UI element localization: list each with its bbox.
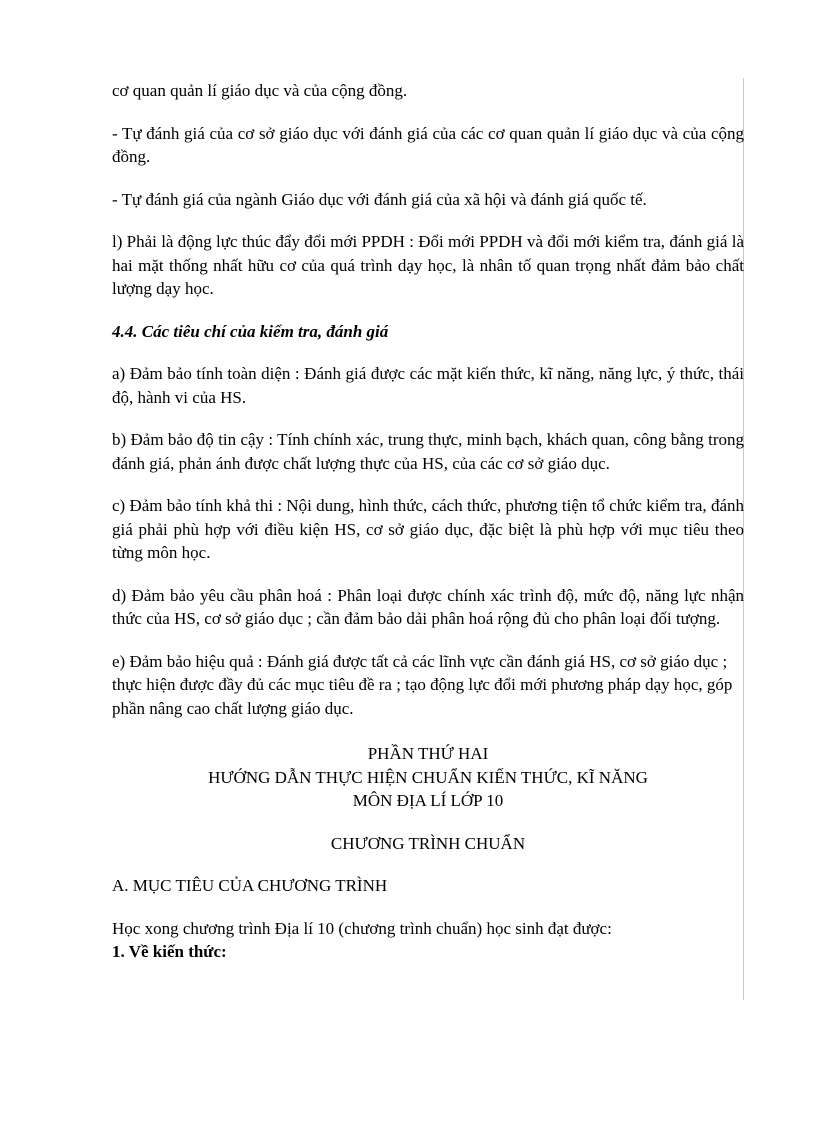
paragraph-self-assessment-sector: - Tự đánh giá của ngành Giáo dục với đánh giá của xã hội và đánh giá quốc tế. xyxy=(112,189,647,209)
criterion-d: d) Đảm bảo yêu cầu phân hoá : Phân loại được chính xác trình độ, mức độ, năng lực nhận thức của HS, cơ sở giáo dục ; cần đảm bảo dải phân hoá rộng đủ cho phân loại đối tượng. xyxy=(112,585,744,628)
section-heading-criteria: 4.4. Các tiêu chí của kiểm tra, đánh giá xyxy=(112,321,389,341)
part-title: PHẦN THỨ HAI xyxy=(367,744,489,763)
section-a-heading: A. MỤC TIÊU CỦA CHƯƠNG TRÌNH xyxy=(112,876,388,895)
criterion-a: a) Đảm bảo tính toàn diện : Đánh giá được các mặt kiến thức, kĩ năng, năng lực, ý thức, thái độ, hành vi của HS. xyxy=(112,364,744,407)
part-subtitle: HƯỚNG DẪN THỰC HIỆN CHUẨN KIẾN THỨC, KĨ NĂNG xyxy=(208,767,648,787)
intro-line: Học xong chương trình Địa lí 10 (chương trình chuẩn) học sinh đạt được: xyxy=(112,918,612,938)
subheading-knowledge: 1. Về kiến thức: xyxy=(112,942,227,961)
paragraph-innovation-driver: l) Phải là động lực thúc đẩy đổi mới PPDH : Đổi mới PPDH và đổi mới kiểm tra, đánh giá là hai mặt thống nhất hữu cơ của quá trình dạy học, là nhân tố quan trọng nhất đảm bảo chất lượng dạy học. xyxy=(112,232,744,298)
paragraph-self-assessment-institution: - Tự đánh giá của cơ sở giáo dục với đánh giá của các cơ quan quản lí giáo dục và của cộng đồng. xyxy=(112,123,744,166)
paragraph-continuation: cơ quan quản lí giáo dục và của cộng đồng. xyxy=(112,81,408,100)
criterion-c: c) Đảm bảo tính khả thi : Nội dung, hình thức, cách thức, phương tiện tổ chức kiểm tra, đánh giá phải phù hợp với điều kiện HS, cơ sở giáo dục, đặc biệt là phù hợp với mục tiêu theo từng môn học. xyxy=(112,496,744,562)
document-page xyxy=(112,76,744,964)
criterion-e: e) Đảm bảo hiệu quả : Đánh giá được tất cả các lĩnh vực cần đánh giá HS, cơ sở giáo dục ; thực hiện được đầy đủ các mục tiêu đề ra ; tạo động lực đổi mới phương pháp dạy học, góp phần nâng cao chất lượng giáo dục. xyxy=(112,651,733,718)
program-title: CHƯƠNG TRÌNH CHUẨN xyxy=(330,833,526,853)
part-subject: MÔN ĐỊA LÍ LỚP 10 xyxy=(352,791,504,810)
criterion-b: b) Đảm bảo độ tin cậy : Tính chính xác, trung thực, minh bạch, khách quan, công bằng trong đánh giá, phản ánh được chất lượng thực của HS, của các cơ sở giáo dục. xyxy=(112,430,744,473)
part-two-title-block xyxy=(112,742,744,813)
